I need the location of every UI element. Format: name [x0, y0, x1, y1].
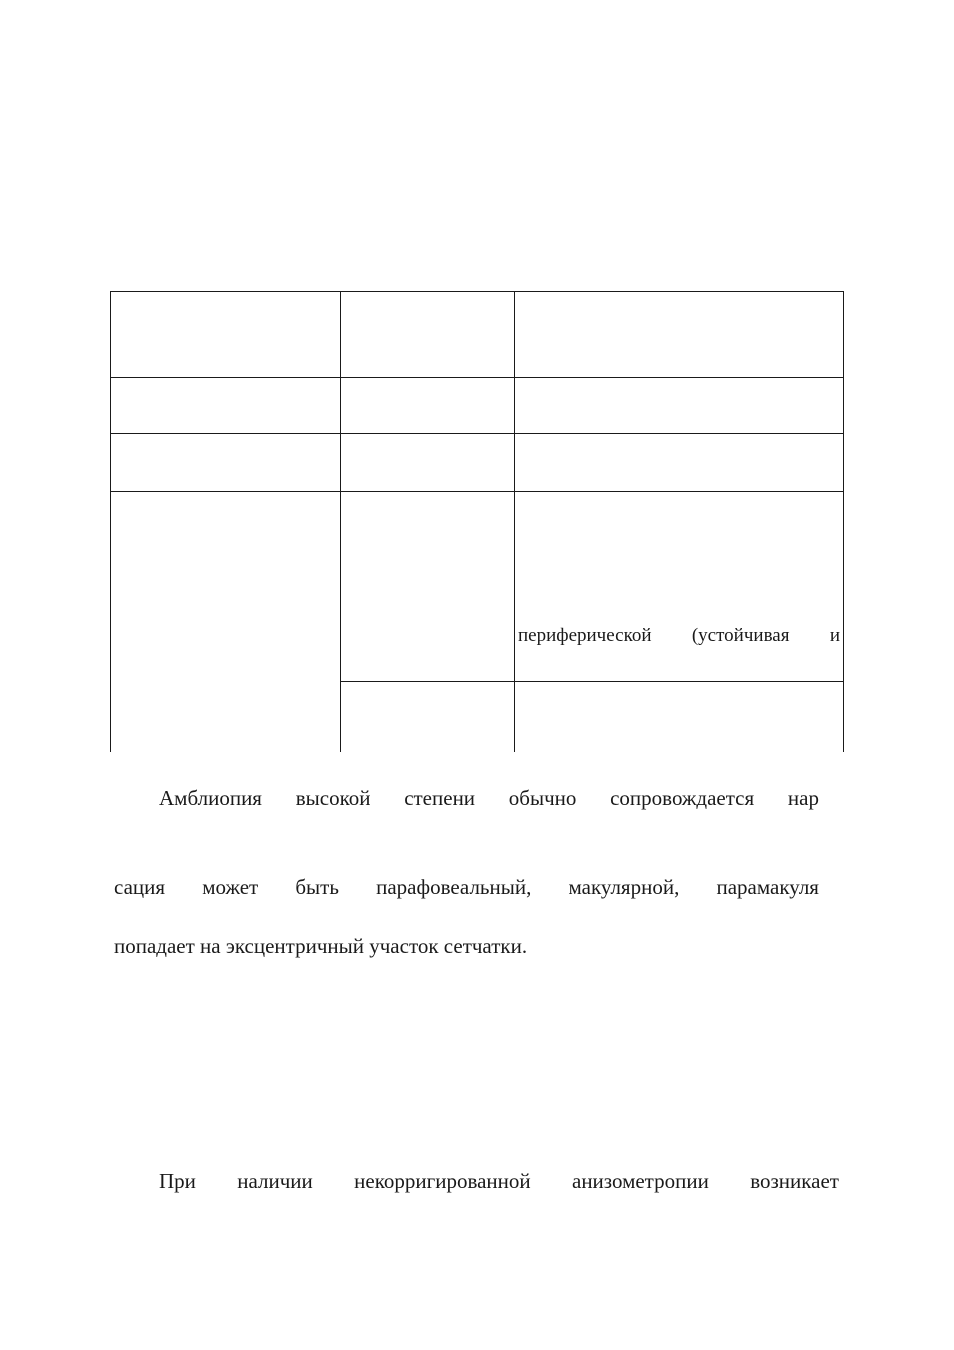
- paragraph-word: макулярной,: [568, 875, 680, 899]
- table-cell-word: и: [829, 625, 840, 646]
- paragraph-word: высокой: [295, 786, 371, 810]
- paragraph-word: быть: [295, 875, 339, 899]
- table-border-left: [110, 291, 111, 752]
- paragraph-line: [159, 1167, 839, 1195]
- paragraph-line: [114, 873, 819, 901]
- paragraph-word: нар: [787, 786, 819, 810]
- table-cell-text: [518, 624, 840, 648]
- table-row-divider: [110, 433, 844, 434]
- table-column-divider: [340, 291, 341, 752]
- paragraph-word: некорригированной: [354, 1169, 531, 1193]
- paragraph-word: анизометропии: [572, 1169, 709, 1193]
- paragraph-word: сопровождается: [610, 786, 755, 810]
- paragraph-word: сация: [114, 875, 166, 899]
- paragraph-word: степени: [404, 786, 476, 810]
- table-cell-word: (устойчивая: [691, 625, 790, 646]
- paragraph-word: наличии: [237, 1169, 313, 1193]
- table-row-divider: [110, 377, 844, 378]
- table-row-divider: [340, 681, 844, 682]
- paragraph-word: При: [159, 1169, 196, 1193]
- paragraph-word: возникает: [750, 1169, 839, 1193]
- paragraph-word: парамакуля: [716, 875, 819, 899]
- paragraph-line: [159, 784, 819, 812]
- paragraph-word: обычно: [508, 786, 577, 810]
- table-border-right: [843, 291, 844, 752]
- paragraph-word: может: [202, 875, 259, 899]
- table-column-divider: [514, 291, 515, 752]
- paragraph-word: парафовеальный,: [376, 875, 532, 899]
- table-row-divider: [110, 491, 844, 492]
- paragraph-word: Амблиопия: [159, 786, 262, 810]
- table-border-top: [110, 291, 844, 292]
- table-cell-word: периферической: [518, 625, 652, 646]
- paragraph-line: попадает на эксцентричный участок сетчатки.: [114, 934, 528, 958]
